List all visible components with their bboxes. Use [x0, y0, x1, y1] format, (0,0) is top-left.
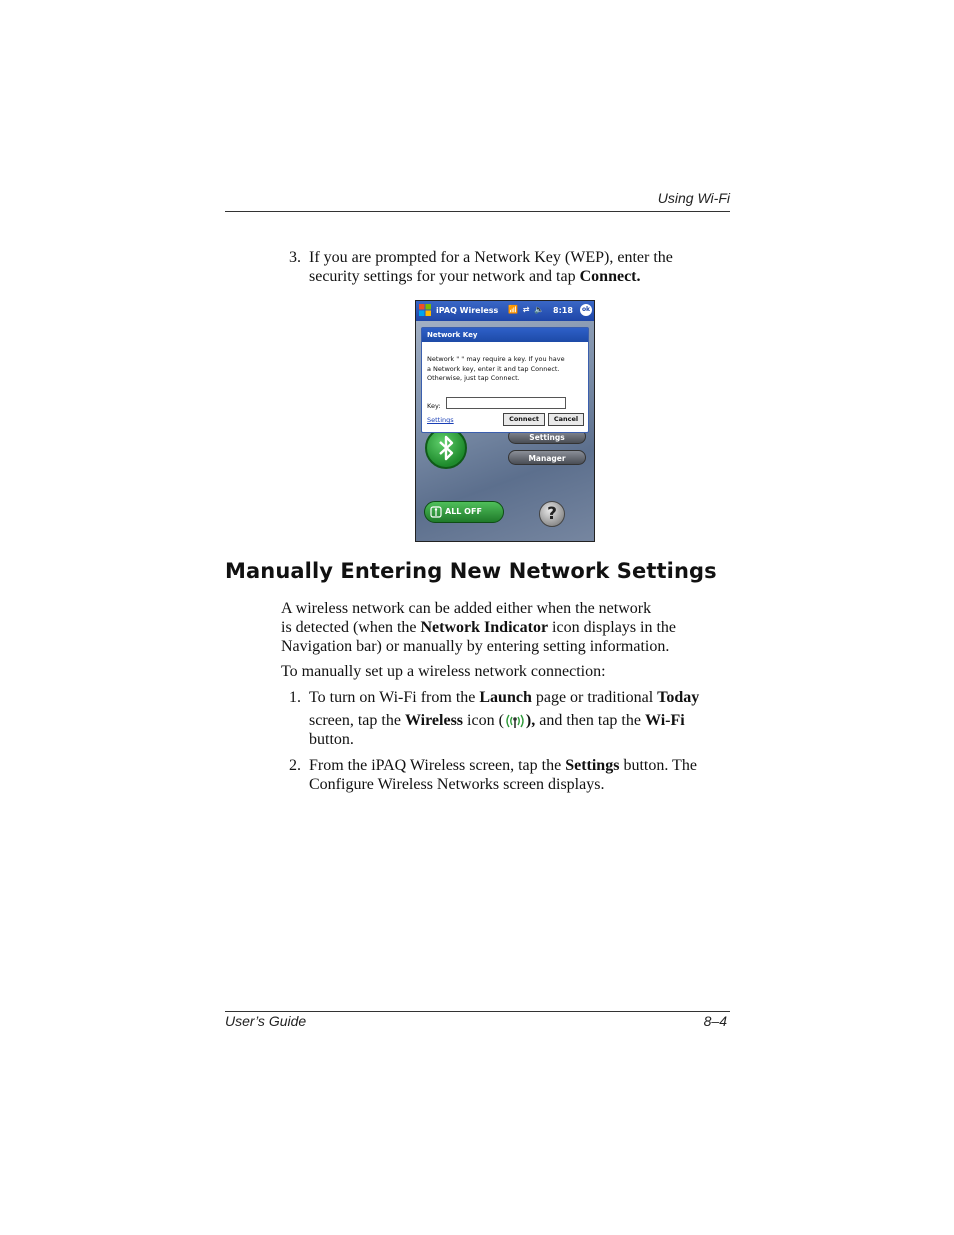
dialog-message-line: a Network key, enter it and tap Connect. [427, 364, 560, 373]
settings-link[interactable]: Settings [427, 416, 454, 424]
footer-page-number: 8–4 [703, 1013, 727, 1029]
speaker-icon: 🔈 [534, 305, 546, 314]
connectivity-icon: ⇄ [522, 305, 531, 314]
device-clock: 8:18 [553, 306, 573, 315]
ipaq-screenshot [415, 300, 595, 542]
step-number: 1. [289, 689, 301, 706]
step-3-text: security settings for your network and tap [309, 268, 580, 285]
status-icons [508, 305, 545, 314]
launch-keyword: Launch [479, 689, 532, 706]
step-2-line-1 [309, 756, 729, 775]
bluetooth-icon [427, 429, 465, 467]
step-number: 3. [289, 249, 301, 266]
antenna-icon: 📶 [508, 305, 519, 314]
step-2 [289, 756, 729, 796]
step-1-line-3: button. [309, 731, 354, 749]
lead-sentence: To manually set up a wireless network connection: [281, 663, 606, 680]
step-1-line-2 [309, 711, 729, 730]
intro-line: A wireless network can be added either when the network [281, 600, 652, 617]
footer-guide-title: User’s Guide [225, 1013, 307, 1029]
step-3-line-2 [309, 267, 729, 286]
all-off-label: ALL OFF [445, 507, 482, 516]
step-1-text: ), [525, 712, 536, 729]
network-key-dialog [421, 327, 589, 433]
wireless-icon [430, 506, 442, 518]
step-1-text: screen, tap the [309, 712, 405, 729]
today-keyword: Today [657, 689, 700, 706]
dialog-message [427, 355, 585, 384]
settings-pill-button[interactable]: Settings [508, 429, 586, 444]
device-title: iPAQ Wireless [436, 306, 499, 315]
step-1-line-1 [309, 688, 729, 707]
network-indicator-keyword: Network Indicator [420, 619, 549, 636]
help-button[interactable]: ? [539, 501, 565, 527]
windows-flag-icon [419, 304, 431, 316]
dialog-message-line: Network " " may require a key. If you have [427, 355, 565, 363]
step-2-text: From the iPAQ Wireless screen, tap the [309, 757, 566, 774]
step-1 [289, 688, 729, 750]
footer-rule [225, 1011, 730, 1012]
key-label: Key: [427, 402, 441, 410]
settings-keyword: Settings [565, 757, 620, 774]
device-title-bar [416, 301, 594, 321]
key-input[interactable] [446, 397, 566, 409]
dialog-title: Network Key [422, 328, 588, 342]
intro-line: Navigation bar) or manually by entering setting information. [281, 638, 670, 655]
wireless-keyword: Wireless [404, 712, 464, 729]
connect-keyword: Connect. [579, 268, 641, 285]
intro-paragraph [281, 599, 731, 656]
step-1-text: and then tap the [535, 712, 645, 729]
ok-button[interactable]: ok [580, 304, 592, 316]
dialog-message-line: Otherwise, just tap Connect. [427, 374, 520, 382]
step-1-text: To turn on Wi-Fi from the [309, 689, 480, 706]
wifi-keyword: Wi-Fi [644, 712, 685, 729]
intro-line [281, 618, 731, 637]
step-2-line-2: Configure Wireless Networks screen displays. [309, 776, 605, 793]
step-1-text: page or traditional [531, 689, 658, 706]
running-header: Using Wi-Fi [657, 190, 730, 206]
cancel-button[interactable]: Cancel [548, 413, 584, 426]
step-3 [289, 248, 729, 288]
wireless-icon [504, 712, 526, 730]
all-off-button[interactable] [424, 501, 504, 523]
bluetooth-button[interactable] [425, 427, 467, 469]
section-heading: Manually Entering New Network Settings [225, 559, 717, 583]
step-3-line-1: If you are prompted for a Network Key (WEP), enter the [309, 249, 673, 266]
intro-text: icon displays in the [548, 619, 677, 636]
header-rule [225, 211, 730, 212]
manager-pill-button[interactable]: Manager [508, 450, 586, 465]
step-1-text: icon ( [463, 712, 504, 729]
step-2-text: button. The [619, 757, 697, 774]
step-number: 2. [289, 757, 301, 774]
intro-text: is detected (when the [281, 619, 421, 636]
connect-button[interactable]: Connect [503, 413, 545, 426]
